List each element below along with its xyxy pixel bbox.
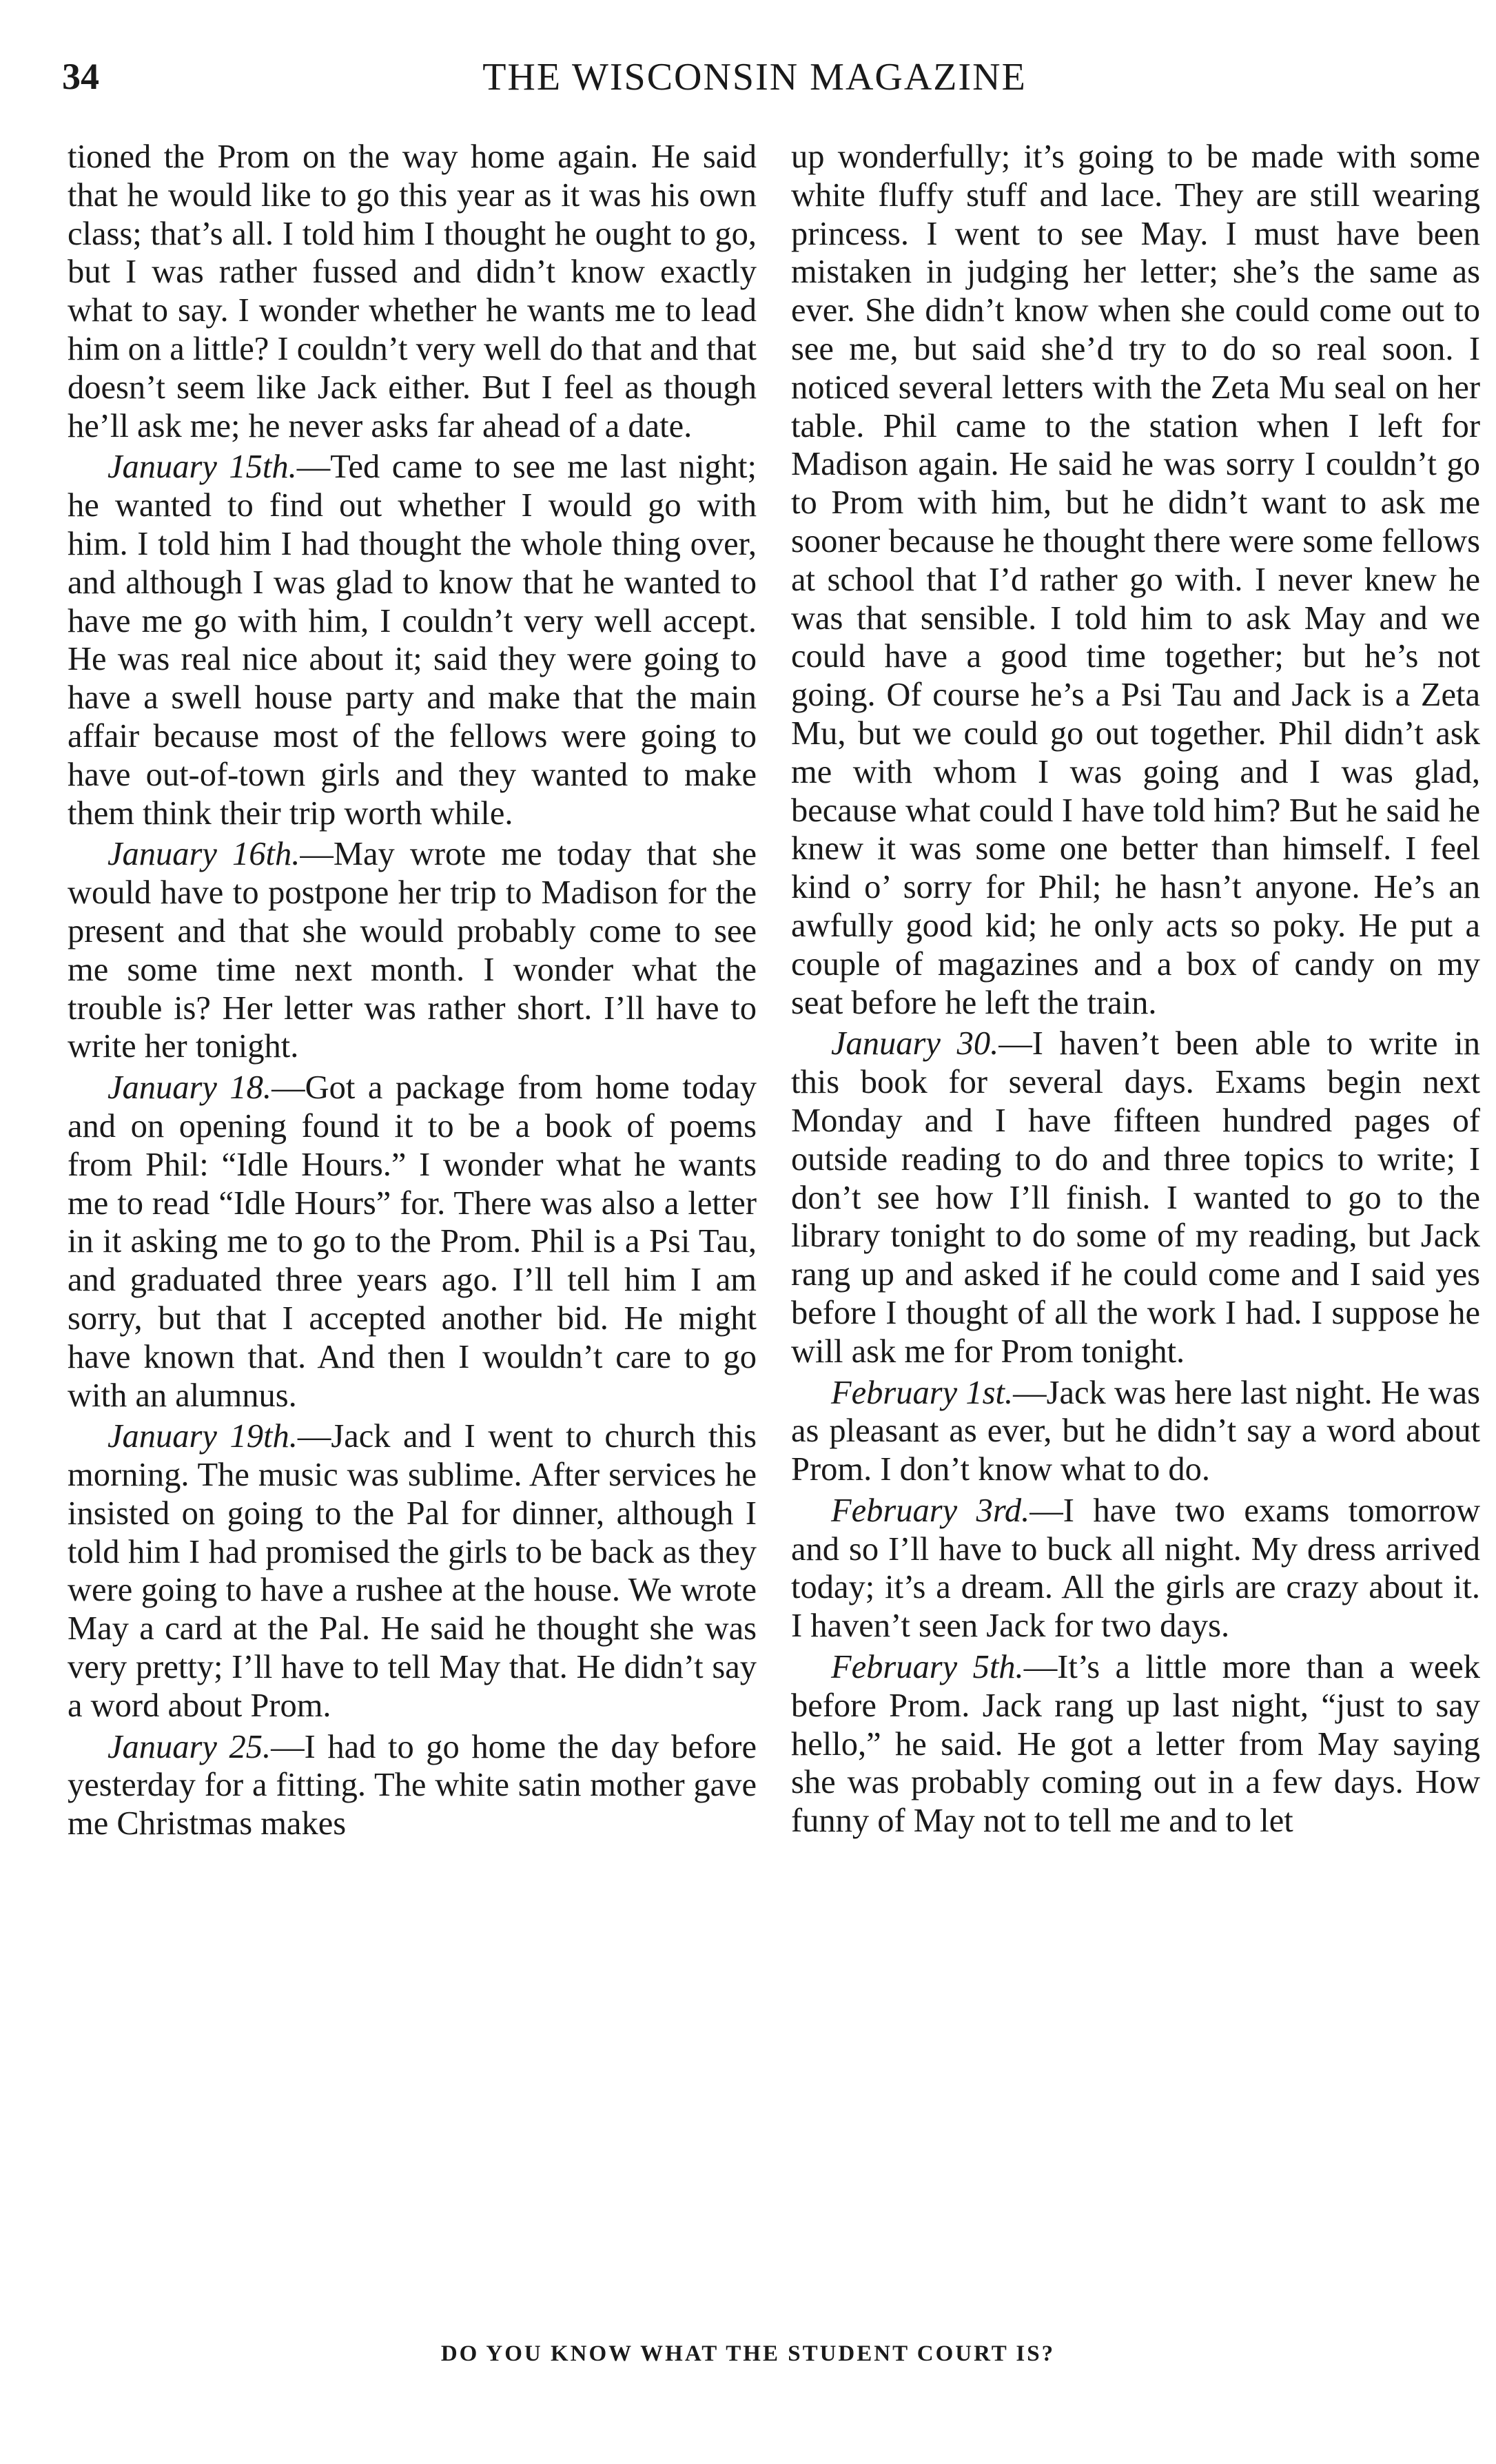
entry-text: —I have two exams tomorrow and so I’ll have to buck all night. My dress arrived today; it’s a dream. All the girls are crazy about it. I haven’t seen Jack for two days. [791, 1492, 1480, 1645]
left-column [68, 138, 757, 1843]
entry-text: —Jack was here last night. He was as pleasant as ever, but he didn’t say a word about Prom. I don’t know what to do. [791, 1374, 1480, 1488]
entry-text: —It’s a little more than a week before Prom. Jack rang up last night, “just to say hello,” he said. He got a letter from May saying she was probably coming out in a few days. How funny of May not to tell me and to let [791, 1649, 1480, 1840]
entry-date: February 1st. [831, 1374, 1014, 1411]
page-footer: DO YOU KNOW WHAT THE STUDENT COURT IS? [440, 2341, 1056, 2366]
diary-entry [68, 1069, 757, 1415]
entry-date: February 3rd. [831, 1492, 1030, 1529]
entry-date: January 16th. [107, 836, 300, 873]
entry-date: January 19th. [107, 1418, 298, 1455]
entry-date: January 30. [831, 1025, 999, 1062]
entry-text: —Jack and I went to church this morning. The music was sublime. After services he insisted on going to the Pal for dinner, although I told him I had promised the girls to be back as they were going to have a rushee at the house. We wrote May a card at the Pal. He said he thought she was very pretty; I’ll have to tell May that. He didn’t say a word about Prom. [68, 1418, 757, 1724]
right-column [791, 138, 1480, 1840]
diary-entry [68, 1728, 757, 1843]
page-header [62, 55, 1447, 110]
diary-entry [791, 1492, 1480, 1645]
diary-entry [68, 448, 757, 832]
entry-text: —I had to go home the day before yesterday for a fitting. The white satin mother gave me Christmas makes [68, 1728, 757, 1842]
continuation-paragraph: up wonderfully; it’s going to be made with some white fluffy stuff and lace. They are still wearing princess. I went to see May. I must have been mistaken in judging her letter; she’s the same as ever. She didn’t know when she could come out to see me, but said she’d try to do so real soon. I noticed several letters with the Zeta Mu seal on her table. Phil came to the station when I left for Madison again. He said he was sorry I couldn’t go to Prom with him, but he didn’t want to ask me sooner because he thought there were some fellows at school that I’d rather go with. I never knew he was that sensible. I told him to ask May and we could have a good time together; but he’s not going. Of course he’s a Psi Tau and Jack is a Zeta Mu, but we could go out together. Phil didn’t ask me with whom I was going and I was glad, because what could I have told him? But he said he knew it was some one better than himself. I feel kind o’ sorry for Phil; he hasn’t anyone. He’s an awfully good kid; he only acts so poky. He put a couple of magazines and a box of candy on my seat before he left the train. [791, 138, 1480, 1021]
entry-text: —May wrote me today that she would have to postpone her trip to Madison for the present and that she would probably come to see me some time next month. I wonder what the trouble is? Her letter was rather short. I’ll have to write her tonight. [68, 836, 757, 1065]
page-number: 34 [62, 56, 99, 97]
entry-text: —Got a package from home today and on opening found it to be a book of poems from Phil: “Idle Hours.” I wonder what he wants me to read “Idle Hours” for. There was also a letter in it asking me to go to the Prom. Phil is a Psi Tau, and graduated three years ago. I’ll tell him I am sorry, but that I accepted another bid. He might have known that. And then I wouldn’t care to go with an alumnus. [68, 1069, 757, 1414]
entry-date: February 5th. [831, 1649, 1024, 1686]
diary-entry [68, 1417, 757, 1725]
running-head: THE WISCONSIN MAGAZINE [482, 56, 1027, 99]
continuation-paragraph: tioned the Prom on the way home again. He said that he would like to go this year as it was his own class; that’s all. I told him I thought he ought to go, but I was rather fussed and didn’t know exactly what to say. I wonder whether he wants me to lead him on a little? I couldn’t very well do that and that doesn’t seem like Jack either. But I feel as though he’ll ask me; he never asks far ahead of a date. [68, 138, 757, 444]
entry-text: —I haven’t been able to write in this book for several days. Exams begin next Monday and I have fifteen hundred pages of outside reading to do and three topics to write; I don’t see how I’ll finish. I wanted to go to the library tonight to do some of my reading, but Jack rang up and asked if he could come and I said yes before I thought of all the work I had. I suppose he will ask me for Prom tonight. [791, 1025, 1480, 1370]
entry-date: January 18. [107, 1069, 272, 1107]
diary-entry [791, 1025, 1480, 1370]
diary-entry [68, 835, 757, 1066]
entry-date: January 15th. [107, 449, 297, 486]
entry-text: —Ted came to see me last night; he wanted to find out whether I would go with him. I told him I had thought the whole thing over, and although I was glad to know that he wanted to have me go with him, I couldn’t very well accept. He was real nice about it; said they were going to have a swell house party and make that the main affair because most of the fellows were going to have out-of-town girls and they wanted to make them think their trip worth while. [68, 449, 757, 832]
entry-date: January 25. [107, 1728, 271, 1765]
diary-entry [791, 1374, 1480, 1489]
diary-entry [791, 1648, 1480, 1840]
